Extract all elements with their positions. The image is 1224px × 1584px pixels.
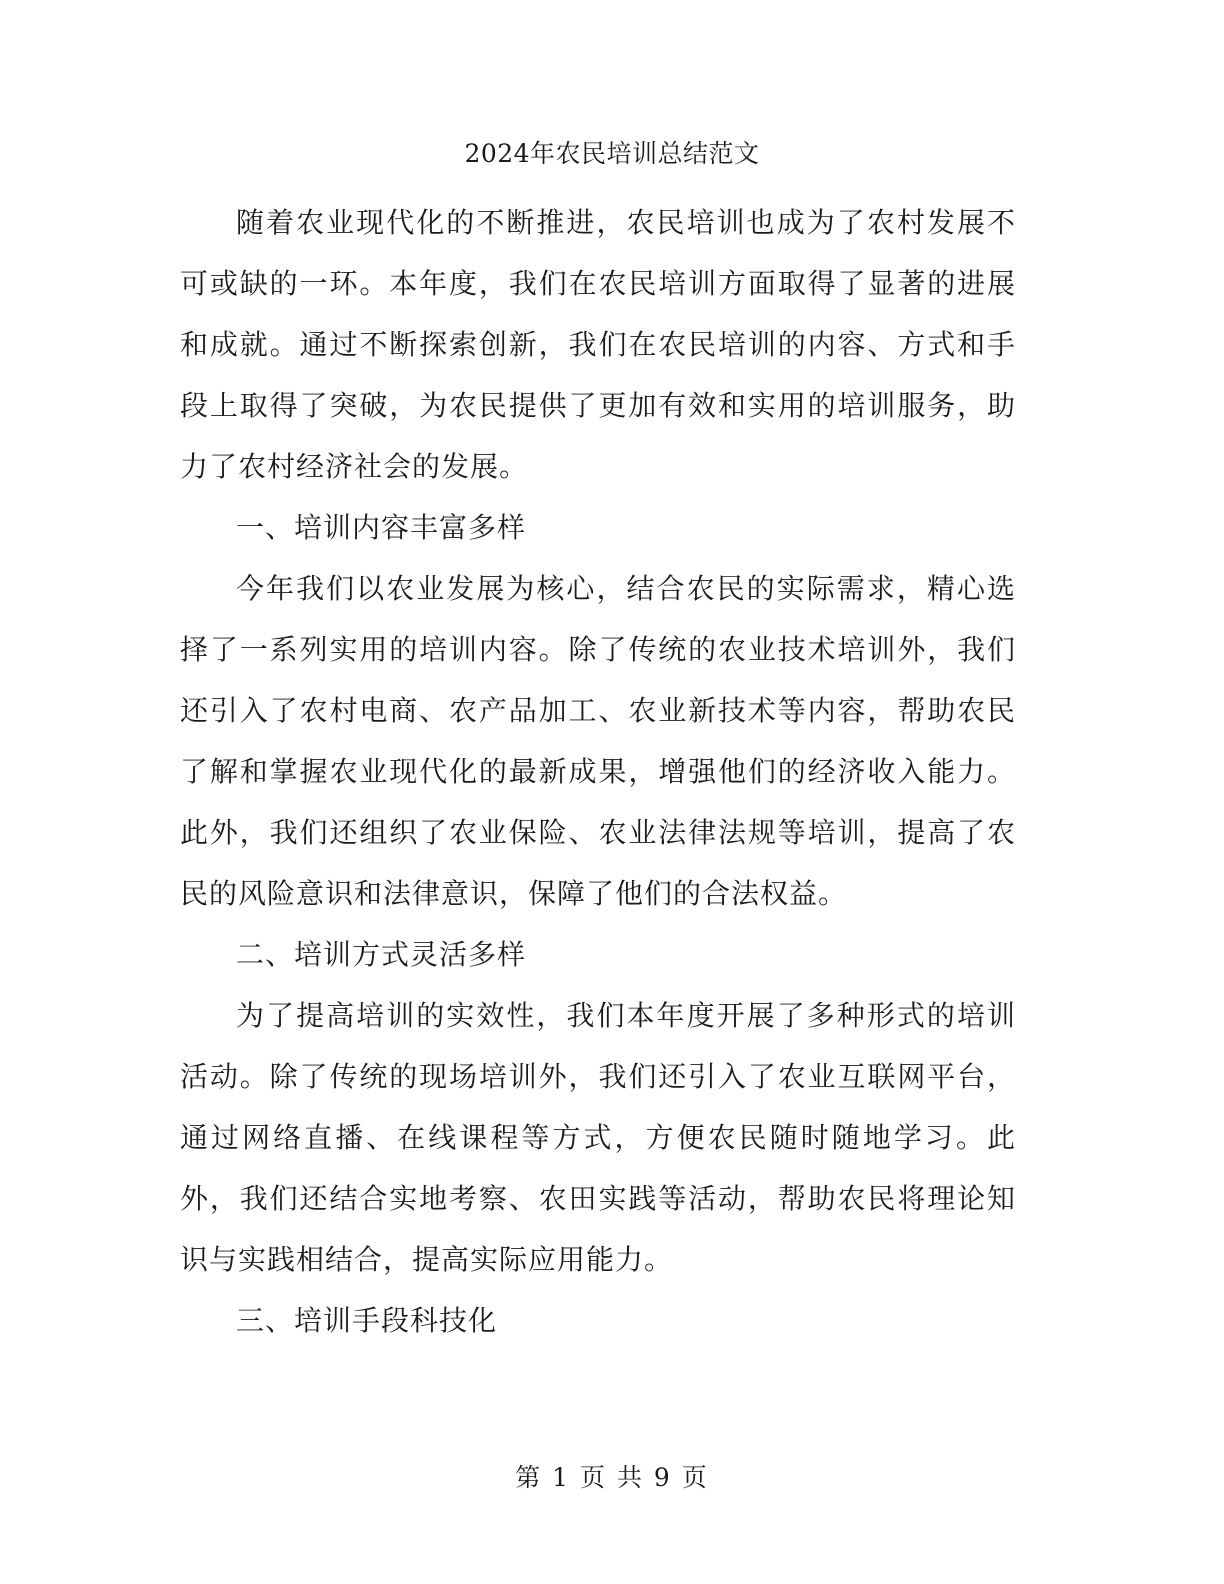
section-heading-2: 二、培训方式灵活多样	[236, 938, 527, 971]
section-heading-3: 三、培训手段科技化	[236, 1304, 498, 1337]
document-body	[180, 192, 1016, 1351]
section-paragraph-1: 今年我们以农业发展为核心，结合农民的实际需求，精心选择了一系列实用的培训内容。除了传统的农业技术培训外，我们还引入了农村电商、农产品加工、农业新技术等内容，帮助农民了解和掌握农业现代化的最新成果，增强他们的经济收入能力。此外，我们还组织了农业保险、农业法律法规等培训，提高了农民的风险意识和法律意识，保障了他们的合法权益。	[180, 572, 1016, 910]
page-number-footer: 第 1 页 共 9 页	[515, 1463, 709, 1492]
document-title: 2024年农民培训总结范文	[464, 139, 760, 168]
section-heading-1: 一、培训内容丰富多样	[236, 511, 527, 544]
intro-paragraph: 随着农业现代化的不断推进，农民培训也成为了农村发展不可或缺的一环。本年度，我们在农民培训方面取得了显著的进展和成就。通过不断探索创新，我们在农民培训的内容、方式和手段上取得了突破，为农民提供了更加有效和实用的培训服务，助力了农村经济社会的发展。	[180, 206, 1016, 483]
section-paragraph-2: 为了提高培训的实效性，我们本年度开展了多种形式的培训活动。除了传统的现场培训外，我们还引入了农业互联网平台，通过网络直播、在线课程等方式，方便农民随时随地学习。此外，我们还结合实地考察、农田实践等活动，帮助农民将理论知识与实践相结合，提高实际应用能力。	[180, 999, 1016, 1276]
